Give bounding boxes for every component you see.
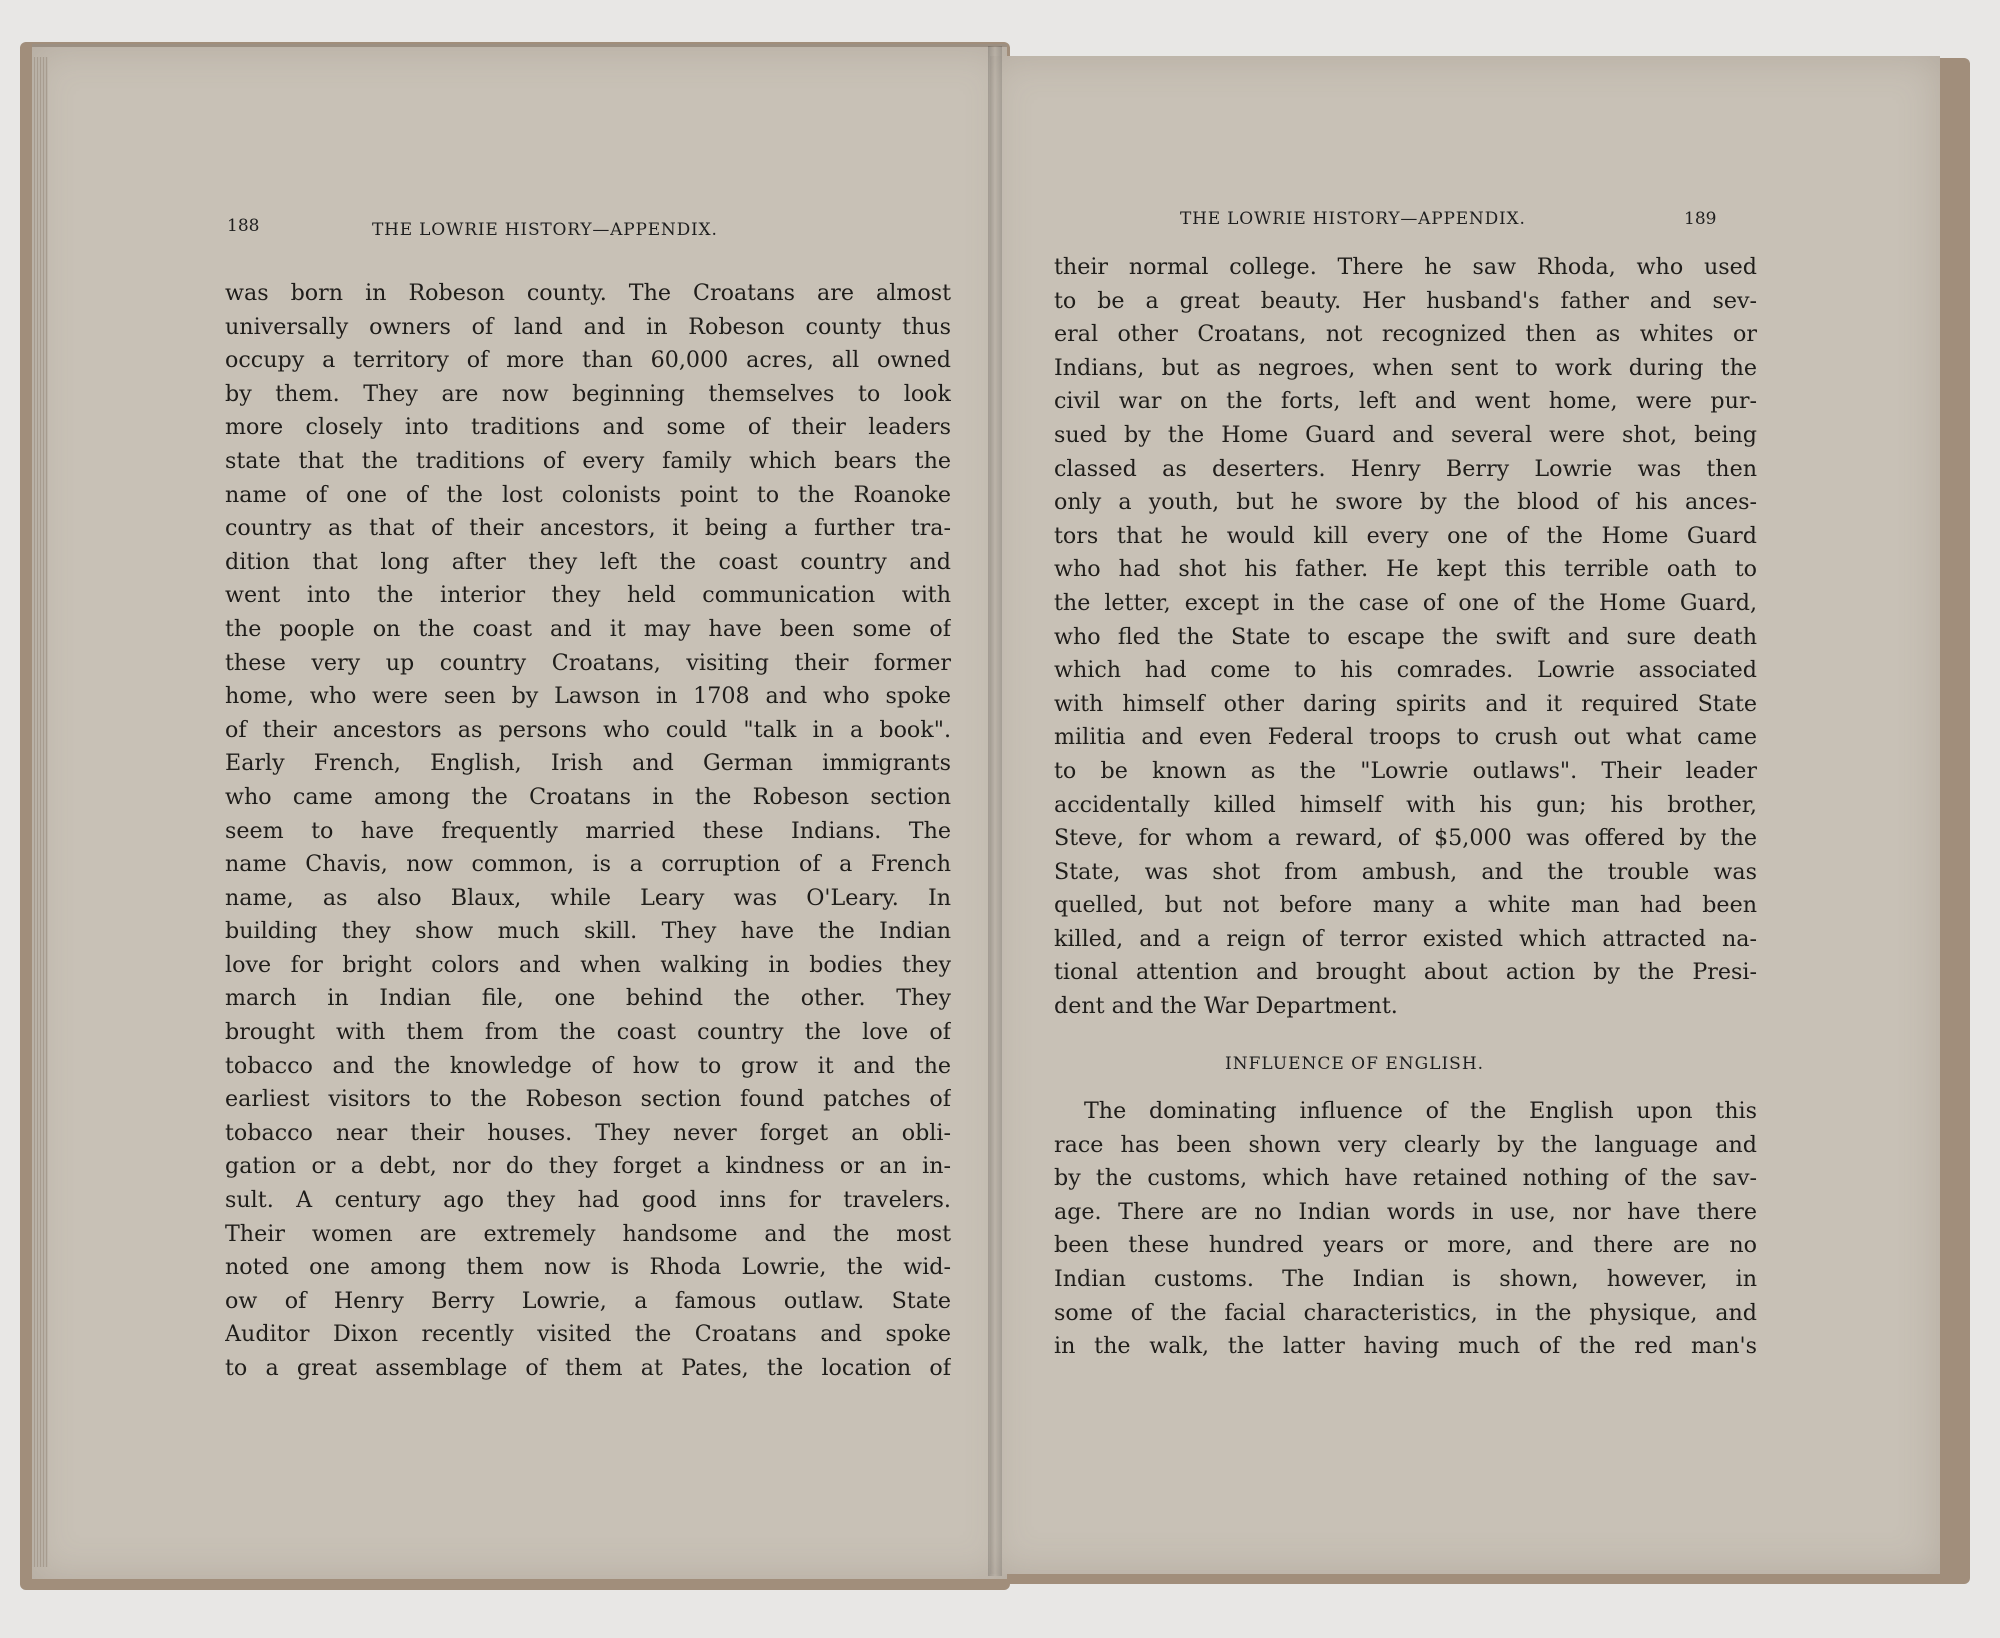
text-line: who had shot his father. He kept this terrible oath to [1054, 556, 1757, 583]
text-line: dent and the War Department. [1054, 993, 1398, 1020]
text-line: tobacco and the knowledge of how to grow it and the [225, 1052, 951, 1079]
text-line: went into the interior they held communication with [225, 582, 951, 609]
text-line: dition that long after they left the coast country and [225, 548, 951, 575]
left-running-head: THE LOWRIE HISTORY—APPENDIX. [372, 220, 718, 240]
text-line: by them. They are now beginning themselves to look [225, 380, 951, 407]
text-line: age. There are no Indian words in use, nor have there [1054, 1198, 1757, 1225]
left-body-text [225, 277, 951, 1386]
text-line: militia and even Federal troops to crush out what came [1054, 724, 1757, 751]
text-line: of their ancestors as persons who could "talk in a book". [225, 716, 951, 743]
text-line: to be a great beauty. Her husband's father and sev- [1054, 287, 1757, 314]
open-book [20, 36, 1950, 1586]
text-line: their normal college. There he saw Rhoda, who used [1054, 254, 1757, 280]
text-line: name Chavis, now common, is a corruption of a French [225, 851, 951, 878]
section-heading: INFLUENCE OF ENGLISH. [1225, 1054, 1485, 1074]
text-line: accidentally killed himself with his gun; his brother, [1054, 791, 1757, 818]
text-line: Early French, English, Irish and German immigrants [225, 750, 951, 777]
text-line: to a great assemblage of them at Pates, the location of [225, 1355, 951, 1381]
text-line: quelled, but not before many a white man had been [1054, 892, 1757, 919]
text-line: in the walk, the latter having much of the red man's [1054, 1333, 1757, 1360]
text-line: some of the facial characteristics, in the physique, and [1054, 1299, 1757, 1326]
text-line: Their women are extremely handsome and the most [225, 1220, 951, 1247]
text-line: the letter, except in the case of one of the Home Guard, [1054, 589, 1757, 616]
left-page [32, 44, 1007, 1579]
text-line: sult. A century ago they had good inns for travelers. [225, 1187, 951, 1214]
book-gutter [988, 46, 1002, 1576]
right-page [990, 56, 1940, 1574]
text-line: was born in Robeson county. The Croatans are almost [225, 280, 951, 306]
text-line: which had come to his comrades. Lowrie associated [1054, 657, 1757, 684]
text-line: country as that of their ancestors, it being a further tra- [225, 515, 951, 542]
text-line: State, was shot from ambush, and the trouble was [1054, 858, 1757, 885]
text-line: civil war on the forts, left and went home, were pur- [1054, 388, 1757, 415]
text-line: occupy a territory of more than 60,000 acres, all owned [225, 347, 951, 374]
text-line: noted one among them now is Rhoda Lowrie, the wid- [225, 1254, 951, 1281]
text-line: killed, and a reign of terror existed which attracted na- [1054, 925, 1757, 952]
right-page-number: 189 [1684, 209, 1717, 229]
text-line: only a youth, but he swore by the blood of his ances- [1054, 489, 1757, 516]
text-line: Steve, for whom a reward, of $5,000 was offered by the [1054, 825, 1757, 852]
page-edges [32, 57, 48, 1567]
text-line: classed as deserters. Henry Berry Lowrie was then [1054, 455, 1757, 482]
text-line: Auditor Dixon recently visited the Croatans and spoke [225, 1321, 951, 1348]
text-line: eral other Croatans, not recognized then as whites or [1054, 321, 1757, 348]
text-line: who fled the State to escape the swift and sure death [1054, 623, 1757, 650]
right-body-text-bottom [1054, 1095, 1757, 1364]
left-page-number: 188 [227, 216, 260, 236]
right-running-head: THE LOWRIE HISTORY—APPENDIX. [1180, 209, 1526, 229]
text-line: the poople on the coast and it may have been some of [225, 615, 951, 642]
text-line: love for bright colors and when walking in bodies they [225, 951, 951, 978]
text-line: by the customs, which have retained nothing of the sav- [1054, 1165, 1757, 1192]
text-line: to be known as the "Lowrie outlaws". Their leader [1054, 757, 1757, 784]
text-line: brought with them from the coast country the love of [225, 1019, 951, 1046]
text-line: sued by the Home Guard and several were shot, being [1054, 421, 1757, 448]
text-line: seem to have frequently married these Indians. The [225, 817, 951, 844]
text-line: name of one of the lost colonists point to the Roanoke [225, 481, 951, 508]
text-line: name, as also Blaux, while Leary was O'Leary. In [225, 884, 951, 911]
text-line: tional attention and brought about action by the Presi- [1054, 959, 1757, 986]
text-line: gation or a debt, nor do they forget a kindness or an in- [225, 1153, 951, 1180]
text-line: race has been shown very clearly by the language and [1054, 1131, 1757, 1158]
text-line: ow of Henry Berry Lowrie, a famous outlaw. State [225, 1287, 951, 1314]
text-line: these very up country Croatans, visiting their former [225, 649, 951, 676]
text-line: Indian customs. The Indian is shown, however, in [1054, 1265, 1757, 1292]
text-line: with himself other daring spirits and it required State [1054, 690, 1757, 717]
text-line: state that the traditions of every family which bears the [225, 447, 951, 474]
text-line: who came among the Croatans in the Robeson section [225, 783, 951, 810]
right-body-text-top [1054, 251, 1757, 1024]
text-line: Indians, but as negroes, when sent to work during the [1054, 354, 1757, 381]
text-line: universally owners of land and in Robeson county thus [225, 313, 951, 340]
text-line: building they show much skill. They have the Indian [225, 918, 951, 945]
text-line: tobacco near their houses. They never forget an obli- [225, 1119, 951, 1146]
text-line: more closely into traditions and some of their leaders [225, 414, 951, 441]
text-line: tors that he would kill every one of the Home Guard [1054, 522, 1757, 549]
text-line: march in Indian file, one behind the other. They [225, 985, 951, 1012]
text-line: The dominating influence of the English upon this [1084, 1098, 1757, 1124]
text-line: been these hundred years or more, and there are no [1054, 1232, 1757, 1259]
text-line: home, who were seen by Lawson in 1708 and who spoke [225, 683, 951, 710]
text-line: earliest visitors to the Robeson section found patches of [225, 1086, 951, 1113]
